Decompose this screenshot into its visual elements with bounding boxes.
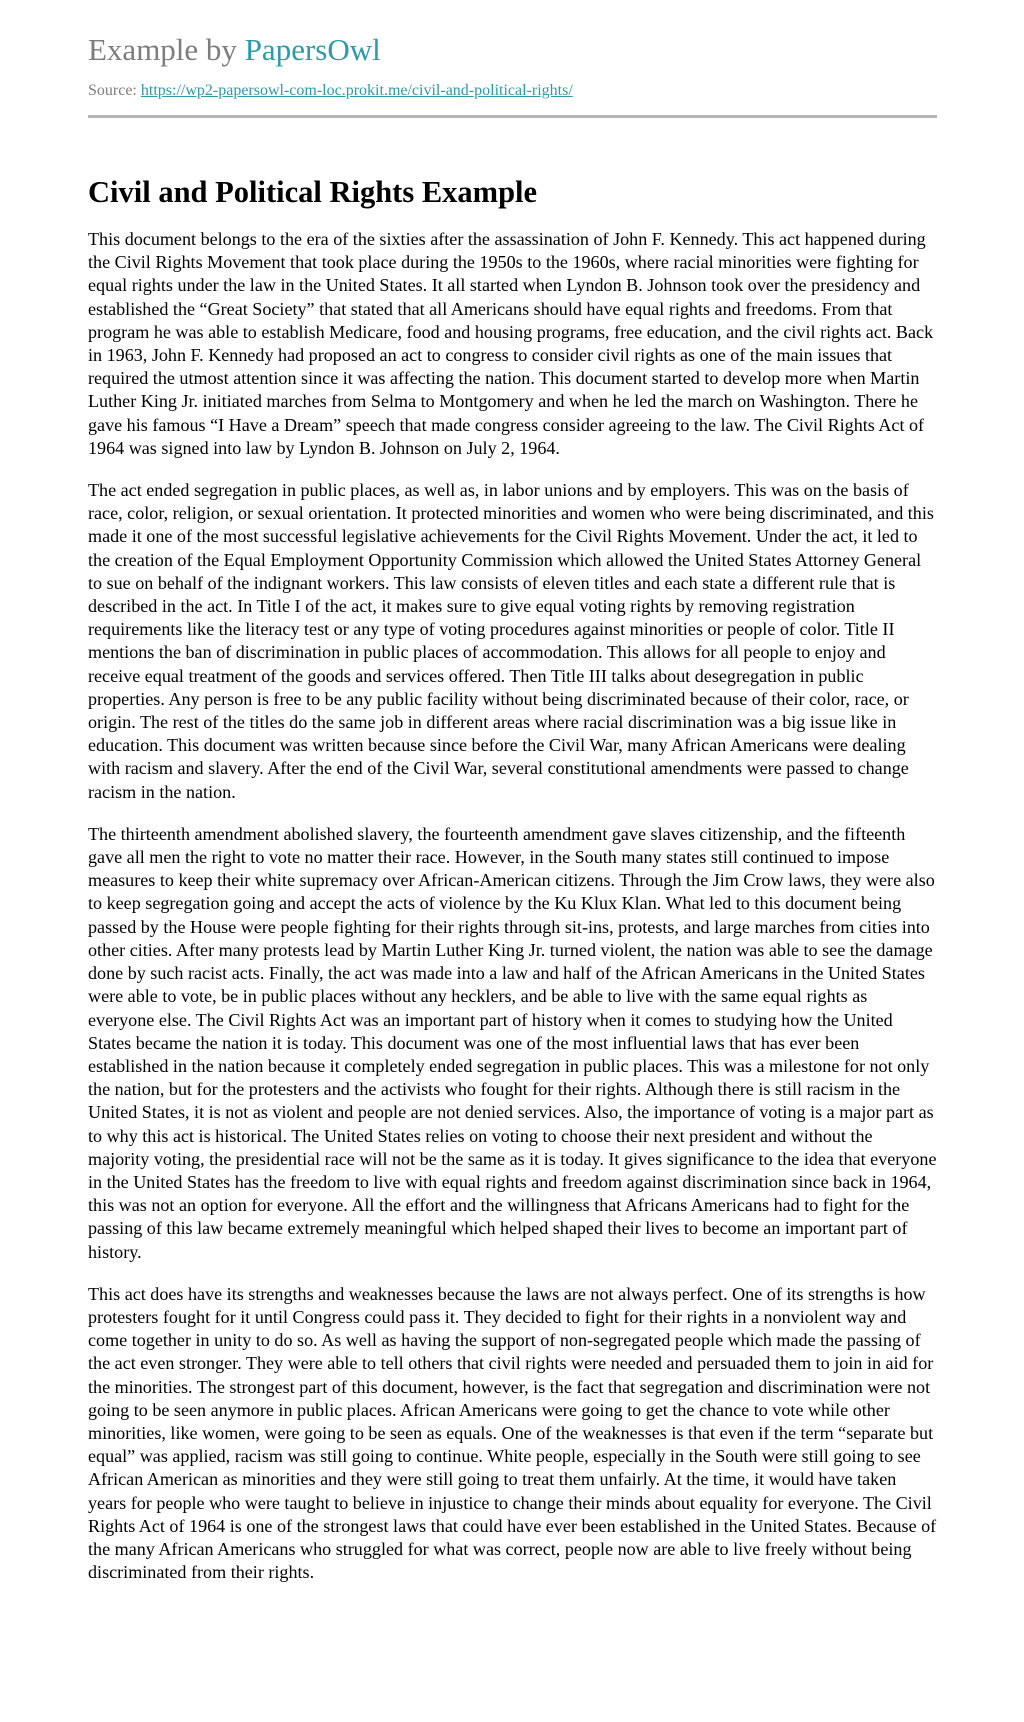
paragraph: The act ended segregation in public places, as well as, in labor unions and by employers. This was on the basis of race, color, religion, or sexual orientation. It protected minorities and women who were being discriminated, and this made it one of the most successful legislative achievements for the Civil Rights Movement. Under the act, it led to the creation of the Equal Employment Opportunity Commission which allowed the United States Attorney General to sue on behalf of the indignant workers. This law consists of eleven titles and each state a different rule that is described in the act. In Title I of the act, it makes sure to give equal voting rights by removing registration requirements like the literacy test or any type of voting procedures against minorities or people of color. Title II mentions the ban of discrimination in public places of accommodation. This allows for all people to enjoy and receive equal treatment of the goods and services offered. Then Title III talks about desegregation in public properties. Any person is free to be any public facility without being discriminated because of their color, race, or origin. The rest of the titles do the same job in different areas where racial discrimination was a big issue like in education. This document was written because since before the Civil War, many African Americans were dealing with racism and slavery. After the end of the Civil War, several constitutional amendments were passed to change racism in the nation. [88,480,934,802]
brand-header [88,30,937,76]
paragraph: The thirteenth amendment abolished slavery, the fourteenth amendment gave slaves citizenship, and the fifteenth gave all men the right to vote no matter their race. However, in the South many states still continued to impose measures to keep their white supremacy over African-American citizens. Through the Jim Crow laws, they were also to keep segregation going and accept the acts of violence by the Ku Klux Klan. What led to this document being passed by the House were people fighting for their rights through sit-ins, protests, and large marches from cities into other cities. After many protests lead by Martin Luther King Jr. turned violent, the nation was able to see the damage done by such racist acts. Finally, the act was made into a law and half of the African Americans in the United States were able to vote, be in public places without any hecklers, and be able to live with the same equal rights as everyone else. The Civil Rights Act was an important part of history when it comes to studying how the United States became the nation it is today. This document was one of the most influential laws that has ever been established in the nation because it completely ended segregation in public places. This was a milestone for not only the nation, but for the protesters and the activists who fought for their rights. Although there is still racism in the United States, it is not as violent and people are not denied services. Also, the importance of voting is a major part as to why this act is historical. The United States relies on voting to choose their next president and without the majority voting, the presidential race will not be the same as it is today. It gives significance to the idea that everyone in the United States has the freedom to live with equal rights and freedom against discrimination since back in 1964, this was not an option for everyone. All the effort and the willingness that Africans Americans had to fight for the passing of this law became extremely meaningful which helped shaped their lives to become an important part of history. [88,823,937,1262]
brand-name[interactable]: PapersOwl [244,32,381,67]
source-label: Source: [88,82,141,99]
header-divider [88,115,937,118]
paragraph: This document belongs to the era of the sixties after the assassination of John F. Kennedy. This act happened during the Civil Rights Movement that took place during the 1950s to the 1960s, where racial minorities were fighting for equal rights under the law in the United States. It all started when Lyndon B. Johnson took over the presidency and established the “Great Society” that stated that all Americans should have equal rights and freedoms. From that program he was able to establish Medicare, food and housing programs, free education, and the civil rights act. Back in 1963, John F. Kennedy had proposed an act to congress to consider civil rights as one of the main issues that required the utmost attention since it was affecting the nation. This document started to develop more when Martin Luther King Jr. initiated marches from Selma to Montgomery and when he led the march on Washington. There he gave his famous “I Have a Dream” speech that made congress consider agreeing to the law. The Civil Rights Act of 1964 was signed into law by Lyndon B. Johnson on July 2, 1964. [88,229,934,458]
brand-prefix: Example by [88,32,245,67]
document-page [88,0,937,1603]
article-body [88,228,937,1584]
source-link[interactable]: https://wp2-papersowl-com-loc.prokit.me/civil-and-political-rights/ [140,82,573,99]
paragraph: This act does have its strengths and weaknesses because the laws are not always perfect. One of its strengths is how protesters fought for it until Congress could pass it. They decided to fight for their rights in a nonviolent way and come together in unity to do so. As well as having the support of non-segregated people which made the passing of the act even stronger. They were able to tell others that civil rights were needed and persuaded them to join in aid for the minorities. The strongest part of this document, however, is the fact that segregation and discrimination were not going to be seen anymore in public places. African Americans were going to get the chance to vote while other minorities, like women, were going to be seen as equals. One of the weaknesses is that even if the term “separate but equal” was applied, racism was still going to continue. White people, especially in the South were still going to see African American as minorities and they were still going to treat them unfairly. At the time, it would have taken years for people who were taught to believe in injustice to change their minds about equality for everyone. The Civil Rights Act of 1964 is one of the strongest laws that could have ever been established in the United States. Because of the many African Americans who struggled for what was correct, people now are able to live freely without being discriminated from their rights. [88,1283,937,1583]
article-title: Civil and Political Rights Example [88,175,538,209]
source-line [88,81,937,101]
